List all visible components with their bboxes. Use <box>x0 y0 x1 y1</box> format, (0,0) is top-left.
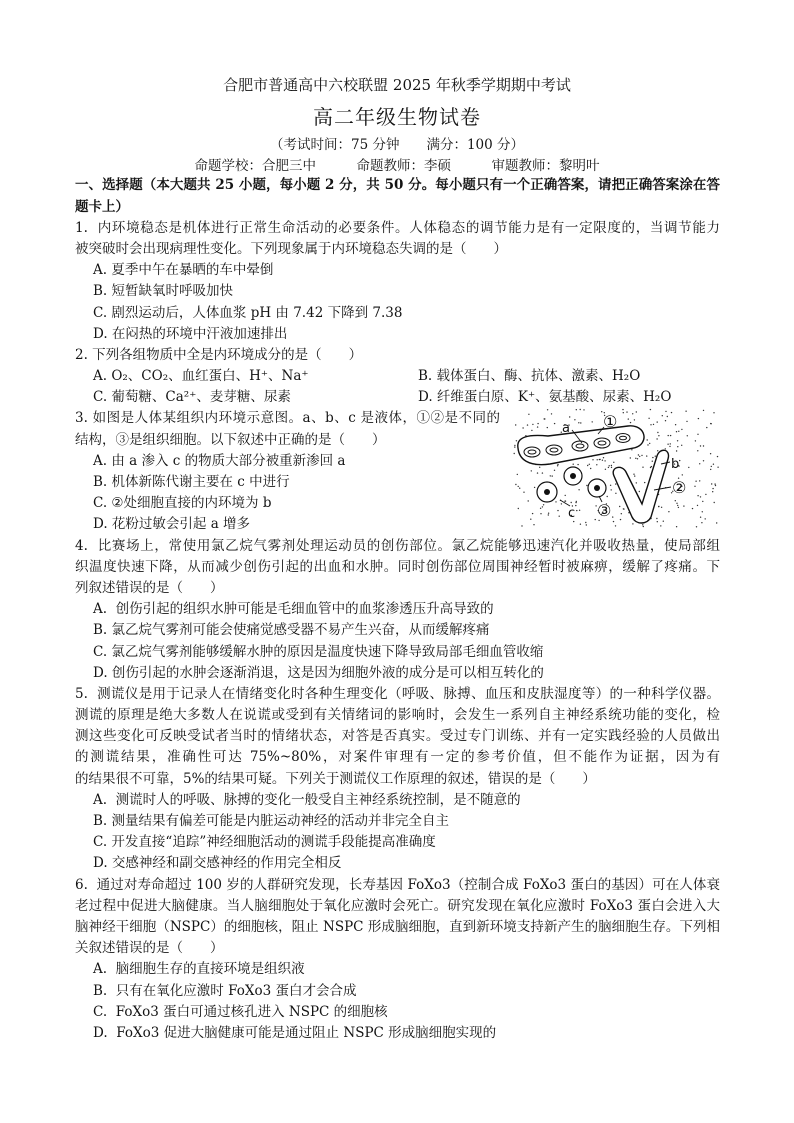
stipple-dot <box>647 439 648 440</box>
stipple-dot <box>636 411 637 412</box>
stipple-dot <box>675 500 676 501</box>
stipple-dot <box>702 501 703 502</box>
stipple-dot <box>515 484 516 485</box>
stipple-dot <box>663 521 664 522</box>
stipple-dot <box>576 501 577 502</box>
stipple-dot <box>632 413 633 414</box>
stipple-dot <box>634 475 635 476</box>
option-c: C. FoXo3 蛋白可通过核孔进入 NSPC 的细胞核 <box>93 1003 388 1020</box>
stipple-dot <box>537 423 538 424</box>
stipple-dot <box>630 422 631 423</box>
option-c: C. 剧烈运动后，人体血浆 pH 由 7.42 下降到 7.38 <box>93 304 403 321</box>
stipple-dot <box>686 421 687 422</box>
option-a: A. 测谎时人的呼吸、脉搏的变化一般受自主神经系统控制，是不随意的 <box>93 791 521 808</box>
stipple-dot <box>531 470 532 471</box>
stipple-dot <box>670 443 671 444</box>
stipple-dot <box>713 464 714 465</box>
stipple-dot <box>710 423 711 424</box>
stipple-dot <box>580 422 581 423</box>
stipple-dot <box>537 472 538 473</box>
stipple-dot <box>559 516 560 517</box>
stipple-dot <box>574 419 575 420</box>
stipple-dot <box>619 506 620 507</box>
stipple-dot <box>636 482 637 483</box>
question-stem: 列叙述错误的是（ ） <box>75 579 224 596</box>
stipple-dot <box>656 438 657 439</box>
question-section <box>75 175 720 1044</box>
question-1 <box>75 218 720 345</box>
stipple-dot <box>620 519 621 520</box>
stipple-dot <box>665 448 666 449</box>
stipple-dot <box>641 455 642 456</box>
exam-time-score: （考试时间：75 分钟 满分：100 分） <box>269 137 525 153</box>
label-structure-3: ③ <box>597 501 612 520</box>
stipple-dot <box>639 456 640 457</box>
stipple-dot <box>714 483 715 484</box>
stipple-dot <box>517 474 518 475</box>
stipple-dot <box>542 506 543 507</box>
stipple-dot <box>701 522 702 523</box>
question-stem: 1. 内环境稳态是机体进行正常生命活动的必要条件。人体稳态的调节能力是有一定限度的，当调节能力 <box>75 219 720 236</box>
stipple-dot <box>634 419 635 420</box>
stipple-dot <box>703 445 704 446</box>
stipple-dot <box>580 524 581 525</box>
stipple-dot <box>643 526 644 527</box>
stipple-dot <box>667 444 668 445</box>
stipple-dot <box>621 513 622 514</box>
option-row <box>75 366 720 387</box>
stipple-dot <box>518 508 519 509</box>
stipple-dot <box>528 414 529 415</box>
stipple-dot <box>685 411 686 412</box>
stipple-dot <box>576 409 577 410</box>
stipple-dot <box>586 524 587 525</box>
stipple-dot <box>650 409 651 410</box>
stipple-dot <box>669 446 670 447</box>
stipple-dot <box>657 521 658 522</box>
stipple-dot <box>700 445 701 446</box>
stipple-dot <box>611 465 612 466</box>
stipple-dot <box>527 424 528 425</box>
stipple-dot <box>599 459 600 460</box>
stipple-dot <box>534 487 535 488</box>
stipple-dot <box>678 431 679 432</box>
option-a: A. 创伤引起的组织水肿可能是毛细血管中的血浆渗透压升高导致的 <box>93 601 494 618</box>
stipple-dot <box>578 489 579 490</box>
stipple-dot <box>609 465 610 466</box>
question-stem: 关叙述错误的是（ ） <box>75 940 224 957</box>
stipple-dot <box>660 525 661 526</box>
stipple-dot <box>557 510 558 511</box>
stipple-dot <box>670 435 671 436</box>
option-b: B. 只有在氧化应激时 FoXo3 蛋白才会合成 <box>93 982 357 999</box>
option-d: D. 在闷热的环境中汗液加速排出 <box>93 325 288 342</box>
stipple-dot <box>698 418 699 419</box>
stipple-dot <box>622 409 623 410</box>
stipple-dot <box>656 518 657 519</box>
stipple-dot <box>710 469 711 470</box>
stipple-dot <box>603 457 604 458</box>
question-6 <box>75 875 720 1045</box>
option-d: D. 纤维蛋白原、K⁺、氨基酸、尿素、H₂O <box>418 389 672 406</box>
stipple-dot <box>605 469 606 470</box>
stipple-dot <box>569 416 570 417</box>
stipple-dot <box>626 411 627 412</box>
stipple-dot <box>577 464 578 465</box>
option-c: C. 氯乙烷气雾剂能够缓解水肿的原因是温度快速下降导致局部毛细血管收缩 <box>93 643 544 660</box>
question-stem: 老过程中促进大脑健康。当人脑细胞处于氧化应激时会死亡。研究发现在氧化应激时 FoXo3 蛋白会进入大 <box>75 897 720 914</box>
question-stem: 织温度快速下降，从而减少创伤引起的出血和水肿。同时创伤部位周围神经暂时被麻痹，缓解了疼痛。下 <box>75 558 720 575</box>
stipple-dot <box>682 474 683 475</box>
stipple-dot <box>557 464 558 465</box>
stipple-dot <box>642 467 643 468</box>
stipple-dot <box>515 424 516 425</box>
stipple-dot <box>694 486 695 487</box>
stipple-dot <box>565 495 566 496</box>
stipple-dot <box>576 510 577 511</box>
stipple-dot <box>706 427 707 428</box>
question-stem: 脑神经干细胞（NSPC）的细胞核，阻止 NSPC 形成脑细胞，直到新环境支持新产生的脑细胞生存。下列相 <box>75 918 720 935</box>
stipple-dot <box>710 453 711 454</box>
label-c: c <box>568 506 576 521</box>
stipple-dot <box>647 444 648 445</box>
stipple-dot <box>711 466 712 467</box>
stipple-dot <box>671 412 672 413</box>
stipple-dot <box>649 443 650 444</box>
stipple-dot <box>602 460 603 461</box>
stipple-dot <box>644 482 645 483</box>
stipple-dot <box>662 415 663 416</box>
stipple-dot <box>632 523 633 524</box>
option-b: B. 短暂缺氧时呼吸加快 <box>93 283 234 300</box>
stipple-dot <box>711 483 712 484</box>
stipple-dot <box>554 423 555 424</box>
stipple-dot <box>518 486 519 487</box>
question-stem: 5. 测谎仪是用于记录人在情绪变化时各种生理变化（呼吸、脉搏、血压和皮肤湿度等）的一种科学仪器。 <box>75 685 720 702</box>
stipple-dot <box>514 453 515 454</box>
question-stem: 的结果很不可靠，5%的结果可疑。下列关于测谎仪工作原理的叙述，错误的是（ ） <box>75 770 596 787</box>
stipple-dot <box>633 474 634 475</box>
stipple-dot <box>547 409 548 410</box>
stipple-dot <box>516 440 517 441</box>
stipple-dot <box>612 516 613 517</box>
stipple-dot <box>537 426 538 427</box>
section-heading: 一、选择题（本大题共 25 小题，每小题 2 分，共 50 分。每小题只有一个正确答案，请把正确答案涂在答 <box>75 177 720 194</box>
section-heading-cont: 题卡上） <box>75 198 129 215</box>
question-stem: 被突破时会出现病理性变化。下列现象属于内环境稳态失调的是（ ） <box>75 240 507 257</box>
stipple-dot <box>554 470 555 471</box>
question-2 <box>75 345 720 409</box>
stipple-dot <box>551 413 552 414</box>
stipple-dot <box>630 457 631 458</box>
stipple-dot <box>573 464 574 465</box>
stipple-dot <box>657 450 658 451</box>
stipple-dot <box>697 495 698 496</box>
stipple-dot <box>638 454 639 455</box>
stipple-dot <box>631 449 632 450</box>
option-c: C. ②处细胞直接的内环境为 b <box>93 495 272 512</box>
lymphatic-vessel <box>613 450 668 523</box>
stipple-dot <box>655 456 656 457</box>
stipple-dot <box>548 513 549 514</box>
stipple-dot <box>648 418 649 419</box>
stipple-dot <box>677 446 678 447</box>
stipple-dot <box>683 505 684 506</box>
option-a: A. 由 a 渗入 c 的物质大部分被重新渗回 a <box>93 452 346 469</box>
stipple-dot <box>652 461 653 462</box>
stipple-dot <box>676 431 677 432</box>
stipple-dot <box>652 457 653 458</box>
stipple-dot <box>650 467 651 468</box>
stipple-dot <box>544 418 545 419</box>
stipple-dot <box>604 460 605 461</box>
option-b: B. 测量结果有偏差可能是内脏运动神经的活动并非完全自主 <box>93 813 450 830</box>
question-stem: 2. 下列各组物质中全是内环境成分的是（ ） <box>75 346 363 363</box>
stipple-dot <box>668 511 669 512</box>
stipple-dot <box>705 518 706 519</box>
stipple-dot <box>521 525 522 526</box>
stipple-dot <box>715 485 716 486</box>
stipple-dot <box>613 462 614 463</box>
option-b: B. 机体新陈代谢主要在 c 中进行 <box>93 474 290 491</box>
stipple-dot <box>548 514 549 515</box>
stipple-dot <box>615 493 616 494</box>
stipple-dot <box>635 458 636 459</box>
stipple-dot <box>668 435 669 436</box>
stipple-dot <box>687 435 688 436</box>
stipple-dot <box>642 524 643 525</box>
stipple-dot <box>555 501 556 502</box>
stipple-dot <box>519 488 520 489</box>
stipple-dot <box>677 505 678 506</box>
stipple-dot <box>592 459 593 460</box>
stipple-dot <box>523 492 524 493</box>
stipple-dot <box>676 450 677 451</box>
stipple-dot <box>532 513 533 514</box>
stipple-dot <box>712 491 713 492</box>
stipple-dot <box>530 519 531 520</box>
stipple-dot <box>547 427 548 428</box>
stipple-dot <box>585 522 586 523</box>
stipple-dot <box>528 500 529 501</box>
stipple-dot <box>675 424 676 425</box>
stipple-dot <box>628 418 629 419</box>
question-stem: 测这些变化可反映受试者当时的情绪状态，对答是否真实。受过专门训练、并有一定实践经验的人员做出 <box>75 728 720 745</box>
stipple-dot <box>610 485 611 486</box>
stipple-dot <box>597 459 598 460</box>
stipple-dot <box>702 511 703 512</box>
stipple-dot <box>697 505 698 506</box>
option-d: D. 交感神经和副交感神经的作用完全相反 <box>93 855 342 872</box>
stipple-dot <box>539 467 540 468</box>
question-stem: 6. 通过对寿命超过 100 岁的人群研究发现，长寿基因 FoXo3（控制合成 FoXo3 蛋白的基因）可在人体衰 <box>75 876 720 893</box>
stipple-dot <box>514 446 515 447</box>
stipple-dot <box>700 517 701 518</box>
stipple-dot <box>533 524 534 525</box>
stipple-dot <box>695 481 696 482</box>
stipple-dot <box>542 472 543 473</box>
stipple-dot <box>615 483 616 484</box>
question-stem: 4. 比赛场上，常使用氯乙烷气雾剂处理运动员的创伤部位。氯乙烷能够迅速汽化并吸收热量，使局部组 <box>75 537 720 554</box>
stipple-dot <box>590 468 591 469</box>
label-structure-1: ① <box>603 412 618 431</box>
stipple-dot <box>543 504 544 505</box>
stipple-dot <box>653 424 654 425</box>
stipple-dot <box>696 526 697 527</box>
question-stem: 3. 如图是人体某组织内环境示意图。a、b、c 是液体，①②是不同的 <box>75 410 500 427</box>
stipple-dot <box>583 409 584 410</box>
stipple-dot <box>657 421 658 422</box>
stipple-dot <box>623 508 624 509</box>
stipple-dot <box>615 525 616 526</box>
stipple-dot <box>611 489 612 490</box>
stipple-dot <box>681 429 682 430</box>
stipple-dot <box>637 458 638 459</box>
stipple-dot <box>713 412 714 413</box>
label-b: b <box>671 457 680 472</box>
stipple-dot <box>571 502 572 503</box>
stipple-dot <box>532 424 533 425</box>
stipple-dot <box>531 430 532 431</box>
stipple-dot <box>646 455 647 456</box>
option-d: D. 花粉过敏会引起 a 增多 <box>93 516 251 533</box>
paper-subtitle: 高二年级生物试卷 <box>313 105 481 129</box>
stipple-dot <box>681 445 682 446</box>
stipple-dot <box>578 422 579 423</box>
stipple-dot <box>716 522 717 523</box>
stipple-dot <box>697 450 698 451</box>
stipple-dot <box>650 424 651 425</box>
stipple-dot <box>514 445 515 446</box>
stipple-dot <box>699 463 700 464</box>
option-d: D. 创伤引起的水肿会逐渐消退，这是因为细胞外液的成分是可以相互转化的 <box>93 664 544 681</box>
stipple-dot <box>540 513 541 514</box>
tissue-cells <box>537 467 606 502</box>
stipple-dot <box>611 467 612 468</box>
stipple-dot <box>678 507 679 508</box>
stipple-dot <box>665 420 666 421</box>
question-stem: 测谎的原理是绝大多数人在说谎或受到有关情绪词的影响时，会发生一系列自主神经系统功能的变化，检 <box>75 707 720 724</box>
stipple-dot <box>586 485 587 486</box>
option-a: A. 脑细胞生存的直接环境是组织液 <box>93 961 305 978</box>
option-a: A. 夏季中午在暴晒的车中晕倒 <box>93 262 274 279</box>
stipple-dot <box>717 456 718 457</box>
option-c: C. 葡萄糖、Ca²⁺、麦芽糖、尿素 <box>93 389 291 406</box>
stipple-dot <box>557 465 558 466</box>
capillary-vessel <box>518 426 644 465</box>
stipple-dot <box>522 427 523 428</box>
stipple-dot <box>592 421 593 422</box>
question-stem: 的测谎结果，准确性可达 75%~80%，对案件审理有一定的参考价值，但不能作为证据，因为有 <box>75 749 720 766</box>
stipple-dot <box>613 521 614 522</box>
stipple-dot <box>596 464 597 465</box>
stipple-dot <box>667 416 668 417</box>
stipple-dot <box>657 432 658 433</box>
stipple-dot <box>676 503 677 504</box>
stipple-dot <box>608 467 609 468</box>
label-a: a <box>562 421 570 436</box>
stipple-dot <box>712 488 713 489</box>
exam-title: 合肥市普通高中六校联盟 2025 年秋季学期期中考试 <box>223 76 571 94</box>
stipple-dot <box>717 467 718 468</box>
stipple-dot <box>703 460 704 461</box>
stipple-dot <box>573 521 574 522</box>
stipple-dot <box>697 434 698 435</box>
stipple-dot <box>579 510 580 511</box>
stipple-dot <box>700 496 701 497</box>
stipple-dot <box>677 440 678 441</box>
question-5 <box>75 684 720 875</box>
stipple-dot <box>676 526 677 527</box>
stipple-dot <box>688 467 689 468</box>
stipple-dot <box>589 464 590 465</box>
stipple-dot <box>714 502 715 503</box>
stipple-dot <box>575 505 576 506</box>
stipple-dot <box>552 475 553 476</box>
option-c: C. 开发直接“追踪”神经细胞活动的测谎手段能提高准确度 <box>93 834 436 851</box>
stipple-dot <box>703 410 704 411</box>
option-a: A. O₂、CO₂、血红蛋白、H⁺、Na⁺ <box>93 368 309 385</box>
label-structure-2: ② <box>672 478 687 497</box>
stipple-dot <box>561 503 562 504</box>
stipple-dot <box>699 480 700 481</box>
stipple-dot <box>661 507 662 508</box>
stipple-dot <box>695 440 696 441</box>
exam-authors: 命题学校：合肥三中 命题教师：李硕 审题教师：黎明叶 <box>194 158 600 174</box>
stipple-dot <box>692 508 693 509</box>
question-stem: 结构，③是组织细胞。以下叙述中正确的是（ ） <box>75 431 386 448</box>
stipple-dot <box>550 475 551 476</box>
stipple-dot <box>595 519 596 520</box>
stipple-dot <box>623 412 624 413</box>
stipple-dot <box>639 491 640 492</box>
question-4 <box>75 536 720 684</box>
stipple-dot <box>705 494 706 495</box>
option-b: B. 载体蛋白、酶、抗体、激素、H₂O <box>418 368 641 385</box>
option-b: B. 氯乙烷气雾剂可能会使痛觉感受器不易产生兴奋，从而缓解疼痛 <box>93 622 490 639</box>
stipple-dot <box>580 409 581 410</box>
stipple-dot <box>587 465 588 466</box>
stipple-dot <box>658 435 659 436</box>
stipple-dot <box>540 508 541 509</box>
stipple-dot <box>665 411 666 412</box>
stipple-dot <box>658 506 659 507</box>
option-d: D. FoXo3 促进大脑健康可能是通过阻止 NSPC 形成脑细胞实现的 <box>93 1024 497 1041</box>
stipple-dot <box>575 502 576 503</box>
tissue-diagram-svg <box>510 406 722 530</box>
stipple-dot <box>607 496 608 497</box>
tissue-environment-figure <box>510 406 722 530</box>
stipple-dot <box>565 500 566 501</box>
